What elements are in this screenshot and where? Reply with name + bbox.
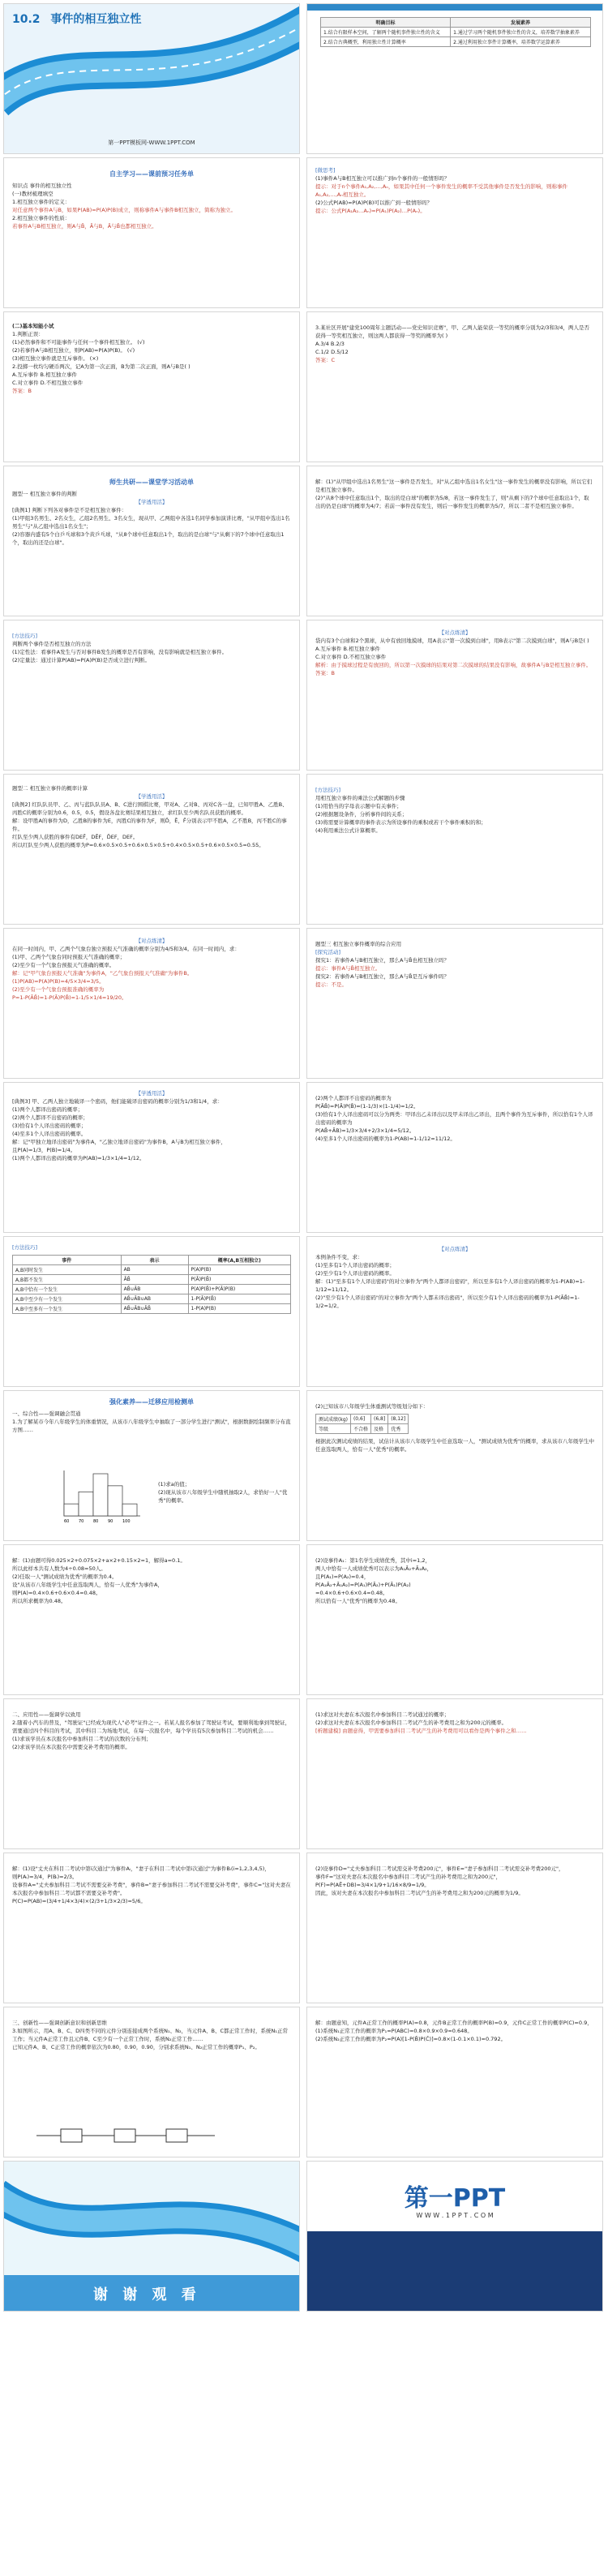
objectives-slide <box>306 3 603 154</box>
text-line: P(A₁Ā₂+Ā₁A₂)=P(A₁)P(Ā₂)+P(Ā₁)P(A₂) <box>315 1582 411 1588</box>
application-slide <box>3 1698 300 1849</box>
text-line: 事件F="这对夫妻在本次报名中参加科目二考试产生的补考费用之和为200元"， <box>315 1874 502 1880</box>
text-line: 设"从该市八年级学生中任意选取两人，恰有一人优秀"为事件A， <box>12 1582 163 1588</box>
text-line: P(AB̄+ĀB)=1/3×3/4+2/3×1/4=5/12。 <box>315 1127 415 1134</box>
text-line: (1)P(AB)=P(A)P(B)=4/5×3/4=3/5。 <box>12 978 105 985</box>
solution-chart-2-slide <box>306 1544 603 1695</box>
text-line: [析题建模] 由题意得，甲需要参加科目二考试产生的补考费用可以看作是两个事件之和…… <box>315 1728 527 1734</box>
table-header: 表示 <box>121 1256 188 1265</box>
text-line: 解：记"甲气象台预报天气准确"为事件A，"乙气象台预报天气准确"为事件B。 <box>12 970 193 977</box>
histogram-bar <box>79 1492 93 1516</box>
text-line: 题型二 相互独立事件的概率计算 <box>12 785 88 792</box>
table-cell: P(A)P(B) <box>188 1265 290 1275</box>
text-line: 1.为了解某市今年八年级学生的体重情况，从该市八年级学生中抽取了一部分学生进行"测试"，根据数据绘制频率分布直方图…… <box>12 1419 291 1433</box>
x-tick-label: 70 <box>79 1519 84 1524</box>
lesson-number: 10.2 <box>12 13 41 26</box>
text-line: (2)设事件A₁：第1名学生成绩优秀，其中i=1,2， <box>315 1557 430 1564</box>
text-line: 解：(1)"至多有1个人译出密码"的对立事件为"两个人都译出密码"，所以至多有1个人译出密码的概率为1-P(AB)=1-1/12=11/12。 <box>315 1278 585 1293</box>
table-row <box>13 1265 291 1275</box>
table-header: 事件 <box>13 1256 122 1265</box>
table-cell: 优秀 <box>388 1424 409 1434</box>
text-line: (1)两个人都译出密码的概率为P(AB)=1/3×1/4=1/12。 <box>12 1155 145 1161</box>
objectives-cell: 2.通过利用独立事件计算概率，培养数学运算素养 <box>451 37 591 47</box>
innovation-sol-slide <box>306 2007 603 2157</box>
section-heading: 师生共研——课堂学习活动单 <box>109 479 194 486</box>
slide-header-bar <box>307 4 602 11</box>
table-cell: AB̄∪ĀB <box>121 1285 188 1294</box>
text-line: (1)系统N₁正常工作的概率为P₁=P(ABC)=0.8×0.9×0.9=0.648。 <box>315 2028 473 2034</box>
objectives-col-1: 明确目标 <box>321 18 451 28</box>
text-line: 解析：由于摸球过程是有放回的，所以第一次摸球的结果对第二次摸球的结果没有影响，故事件A与B是相互独立事件。 <box>315 662 592 668</box>
text-line: 因此，该对夫妻在本次报名中参加科目二考试产生的补考费用之和为200元的概率为1/9。 <box>315 1890 524 1896</box>
section-heading: (二)基本知能小试 <box>12 323 54 329</box>
text-line: (3)恰有1个人译出密码可以分为两类：甲译出乙未译出以及甲未译出乙译出，且两个事件为互斥事件，所以恰有1个人译出密码的概率为 <box>315 1111 593 1126</box>
text-line: 则P(Aᵢ)=3/4，P(Bᵢ)=2/3。 <box>12 1874 78 1880</box>
section-heading: 【对点练清】 <box>135 938 168 944</box>
text-line: 已知元件A、B、C正常工作的概率依次为0.80，0.90，0.90，分别求系统N₁、N₂正常工作的概率P₁、P₂。 <box>12 2044 260 2050</box>
probability-table <box>12 1255 291 1314</box>
text-line: C.对立事件 D.不相互独立事件 <box>315 654 387 660</box>
section-heading: [方法技巧] <box>315 787 341 793</box>
text-line: 且P(A)=1/3，P(B)=1/4。 <box>12 1147 76 1153</box>
text-line: 一、综合性——强调融会贯通 <box>12 1410 81 1417</box>
text-line: [典例2] 红队队员甲、乙、丙与蓝队队员A、B、C进行围棋比赛，甲对A、乙对B、丙对C各一盘，已知甲胜A、乙胜B、丙胜C的概率分别为0.6，0.5，0.5，假设各盘比赛结果相互独立，求红队至少两名队员获胜的概率。 <box>12 801 288 816</box>
table-cell: P(Ā)P(B̄) <box>188 1275 290 1285</box>
table-cell: AB̄∪ĀB∪ĀB̄ <box>121 1304 188 1314</box>
text-line: (1)求这对夫妻在本次报名中参加科目二考试通过的概率； <box>315 1711 450 1718</box>
text-line: (2)已知该市八年级学生体重测试等级划分如下： <box>315 1403 429 1410</box>
table-row <box>13 1285 291 1294</box>
method-1-slide <box>3 620 300 771</box>
text-line: 提示：公式P(A₁A₂…Aₙ)=P(A₁)P(A₂)…P(Aₙ)。 <box>315 208 426 214</box>
example-3b-slide <box>306 1082 603 1233</box>
table-cell: 等级 <box>316 1424 351 1434</box>
table-row <box>13 1275 291 1285</box>
text-line: (2)至少有一个气象台预报天气准确的概率。 <box>12 962 115 968</box>
table-cell: 测试成绩(kg) <box>316 1415 351 1424</box>
text-line: 3.某社区开展"建党100周年主题活动——党史知识竞赛"，甲、乙两人能荣获一等奖的概率分别为2/3和3/4，两人是否获得一等奖相互独立，则这两人都获得一等奖的概率为( ) <box>315 324 590 339</box>
table-cell: (0,6] <box>350 1415 370 1424</box>
text-line: P(ĀB̄)=P(Ā)P(B̄)=(1-1/3)×(1-1/4)=1/2。 <box>315 1103 419 1110</box>
application-sol-slide <box>306 1698 603 1849</box>
application-sol-2-slide <box>3 1853 300 2003</box>
text-line: 在同一时间内，甲、乙两个气象台独立预报天气准确的概率分别为4/5和3/4。在同一时间内，求： <box>12 946 240 952</box>
text-line: C.对立事件 D.不相互独立事件 <box>12 380 83 386</box>
text-line: 两人中恰有一人成绩优秀可以表示为A₁Ā₂+Ā₁A₂， <box>315 1565 433 1572</box>
text-line: 知识点 事件的相互独立性 <box>12 182 72 189</box>
text-line: 判断两个事件是否相互独立的方法 <box>12 641 92 647</box>
table-cell: A,B中至少有一个发生 <box>13 1294 122 1304</box>
text-line: (2)求这对夫妻在本次报名中参加科目二考试产生的补考费用之和为200元的概率。 <box>315 1719 507 1726</box>
text-line: 用相互独立事件的乘法公式解题的步骤 <box>315 795 405 801</box>
x-tick-label: 100 <box>122 1519 131 1524</box>
text-line: C.1/2 D.5/12 <box>315 349 349 355</box>
text-line: (3)恰有1个人译出密码的概率； <box>12 1123 87 1129</box>
application-sol-3-slide <box>306 1853 603 2003</box>
histogram-bar <box>122 1504 137 1516</box>
text-line: (2)公式P(AB)=P(A)P(B)可以推广到一般情形吗？ <box>315 200 432 206</box>
text-line: 题型一 相互独立事件的判断 <box>12 491 78 497</box>
section-heading: 强化素养——迁移应用检测单 <box>109 1398 194 1406</box>
brand-logo: 第一PPT <box>404 2184 506 2213</box>
text-line: 所以此样本共有人数为4÷0.08=50人。 <box>12 1565 106 1572</box>
method-3-slide <box>3 1236 300 1387</box>
answer-line: 答案：B <box>12 388 32 394</box>
teacher-student-slide <box>3 466 300 616</box>
text-line: 2.随着小汽车的普及，"驾驶证"已经成为现代人"必考"证件之一。若某人报名参加了驾驶证考试，要顺利地拿到驾驶证，需要通过四个科目的考试，其中科目二为场地考试，在每一次报名中，每个学员有5次参加科目二考试的机会…… <box>12 1719 291 1734</box>
text-line: (2)系统N₂正常工作的概率为P₂=P(A)[1-P(B̄)P(C̄)]=0.8×(1-0.1×0.1)=0.792。 <box>315 2036 507 2042</box>
table-cell: P(A)P(B̄)+P(Ā)P(B) <box>188 1285 290 1294</box>
text-line: (1)至多有1个人译出密码的概率； <box>315 1262 395 1269</box>
text-line: (1)必然事件和不可能事件与任何一个事件相互独立。 (√) <box>12 339 145 346</box>
x-tick-label: 90 <box>108 1519 113 1524</box>
text-line: (1)定性法：看事件A发生与否对事件B发生的概率是否有影响，没有影响就是相互独立事件。 <box>12 649 228 655</box>
text-line: (2)定量法：通过计算P(AB)=P(A)P(B)是否成立进行判断。 <box>12 657 150 663</box>
section-heading: 【对点练清】 <box>439 629 471 636</box>
section-heading: 自主学习——课前预习任务单 <box>109 170 194 178</box>
text-line: (2)根据题设条件，分析事件间的关系； <box>315 811 408 818</box>
text-line: 所以恰有一人"优秀"的概率为0.48。 <box>315 1598 400 1604</box>
score-table <box>315 1414 409 1434</box>
type-3-slide <box>306 928 603 1079</box>
table-cell: 1-P(Ā)P(B̄) <box>188 1294 290 1304</box>
histogram-bar <box>108 1486 122 1516</box>
brand-url: W W W . 1 P P T . C O M <box>416 2212 494 2219</box>
text-line: 解：记"甲独立地译出密码"为事件A，"乙独立地译出密码"为事件B，A与B为相互独立事件， <box>12 1139 226 1145</box>
text-line: 二、应用性——强调学以致用 <box>12 1711 81 1718</box>
brand-footer <box>307 2231 602 2312</box>
table-cell: A,B都不发生 <box>13 1275 122 1285</box>
text-line: 1.判断正误： <box>12 331 44 337</box>
text-line: 探究1：若事件A与B相互独立，那么A与B̄也相互独立吗？ <box>315 957 449 964</box>
table-cell: A,B同时发生 <box>13 1265 122 1275</box>
text-line: (2)两个人都译不出密码的概率为 <box>315 1095 392 1101</box>
x-tick-label: 80 <box>93 1519 99 1524</box>
text-line: 【学透用活】 <box>135 793 168 800</box>
table-cell: 及格 <box>370 1424 387 1434</box>
table-header: 概率(A,B互相独立) <box>188 1256 290 1265</box>
table-cell: 不合格 <box>350 1424 370 1434</box>
practice-c-slide <box>306 1236 603 1387</box>
score-table-slide <box>306 1390 603 1541</box>
text-line: [典例3] 甲、乙两人独立地破译一个密码，他们能破译出密码的概率分别为1/3和1/4，求： <box>12 1098 223 1105</box>
objectives-table <box>320 17 591 47</box>
table-cell: AB <box>121 1265 188 1275</box>
text-line: 且P(A₁)=P(A₂)=0.4， <box>315 1574 370 1580</box>
text-line: 提示：对于n个事件A₁,A₂,…,Aₙ，如果其中任何一个事件发生的概率不受其他事件是否发生的影响，则称事件A₁,A₂,…,Aₙ相互独立。 <box>315 183 567 198</box>
table-cell: A,B中恰有一个发生 <box>13 1285 122 1294</box>
text-line: 本例条件不变，求： <box>315 1254 363 1260</box>
section-heading: [方法技巧] <box>12 633 38 639</box>
text-line: 解：(1)"从甲组中选出1名男生"这一事件是否发生，对"从乙组中选出1名女生"这一事件发生的概率没有影响，所以它们是相互独立事件。 <box>315 479 593 493</box>
section-heading: [方法技巧] <box>12 1244 38 1251</box>
method-2-slide <box>306 774 603 925</box>
solution-1-slide <box>306 466 603 616</box>
text-line: 题型三 相互独立事件概率的综合应用 <box>315 941 402 947</box>
text-line: (一)教材梳理填空 <box>12 191 54 197</box>
text-line: 所以所求概率为0.48。 <box>12 1598 66 1604</box>
text-line: (1)求该学员在本次报名中参加科目二考试的次数的分布列； <box>12 1736 152 1742</box>
section-heading: 【对点练清】 <box>439 1246 471 1252</box>
text-line: (2)设事件D="丈夫参加科目二考试需交补考费200元"，事件E="妻子参加科目二考试需交补考费200元"， <box>315 1865 564 1872</box>
text-line: A.互斥事件 B.相互独立事件 <box>12 371 77 378</box>
solution-chart-slide <box>3 1544 300 1695</box>
text-line: (2)容器内盛有5个白乒乓球和3个黄乒乓球，"从8个球中任意取出1个，取出的是白球"与"从剩下的7个球中任意取出1个，取出的还是白球"。 <box>12 531 285 546</box>
circuit-diagram <box>36 2119 215 2152</box>
text-line: 提示：不是。 <box>315 981 347 988</box>
table-cell: A,B中至多有一个发生 <box>13 1304 122 1314</box>
text-line: (2)"至少有1个人译出密码"的对立事件为"两个人都未译出密码"，所以至少有1个人译出密码的概率为1-P(ĀB̄)=1-1/2=1/2。 <box>315 1294 580 1309</box>
text-line: (4)至多1个人译出密码的概率。 <box>12 1131 87 1137</box>
text-line: 探究2：若事件A与B相互独立，那么A与B̄是互斥事件吗？ <box>315 973 449 980</box>
x-tick-label: 60 <box>64 1519 70 1524</box>
thanks-text: 谢 谢 观 看 <box>93 2286 201 2303</box>
objectives-cell: 1.结合有限样本空间，了解两个随机事件独立性的含义 <box>321 28 451 37</box>
self-study-slide <box>3 157 300 308</box>
thanks-slide <box>3 2161 300 2312</box>
text-line: A.互斥事件 B.相互独立事件 <box>315 646 380 652</box>
objectives-col-2: 发展素养 <box>451 18 591 28</box>
text-line: (2)现从该市八年级学生中随机抽取2人，求恰好一人"优秀"的概率。 <box>158 1489 288 1504</box>
text-line: (1)甲组3名男生、2名女生，乙组2名男生、3名女生，现从甲、乙两组中各选1名同学参加演讲比赛，"从甲组中选出1名男生"与"从乙组中选出1名女生"； <box>12 515 290 530</box>
example-3-slide <box>3 1082 300 1233</box>
text-line: 2.相互独立事件的性质： <box>12 215 71 221</box>
histogram-bar <box>93 1474 108 1516</box>
text-line: 三、创新性——强调创新意识和创新思维 <box>12 2020 107 2026</box>
text-line: (1)求a的值； <box>158 1481 191 1488</box>
type-2-slide <box>3 774 300 925</box>
text-line: P(C)=P(AB)=(3/4+1/4×3/4)×(2/3+1/3×2/3)=5/6。 <box>12 1898 146 1904</box>
text-line: P(F)=P(AĒ+DB)=3/4×1/9+1/16×8/9=1/9。 <box>315 1882 430 1888</box>
text-line: [典例1] 判断下列各对事件是不是相互独立事件： <box>12 507 127 513</box>
text-line: 解：(1)由题可得0.025×2+0.075×2+a×2+0.15×2=1，解得a=0.1。 <box>12 1557 186 1564</box>
thinking-slide <box>306 157 603 308</box>
strengthen-slide <box>3 1390 300 1541</box>
text-line: A.3/4 B.2/3 <box>315 341 345 347</box>
objectives-cell: 1.通过学习两个随机事件独立性的含义，培养数学抽象素养 <box>451 28 591 37</box>
text-line: =0.4×0.6+0.6×0.4=0.48。 <box>315 1590 388 1596</box>
text-line: 解：设甲胜A的事件为D，乙胜B的事件为E，丙胜C的事件为F，则D̄，Ē，F̄分别表示甲不胜A，乙不胜B，丙不胜C的事件。 <box>12 818 287 832</box>
answer-line: 答案：C <box>315 357 336 363</box>
cover-slide <box>3 3 300 154</box>
table-cell: (6,8] <box>370 1415 387 1424</box>
text-line: (2)至少有一个气象台预报准确的概率为 <box>12 986 105 993</box>
text-line: (2)两个人都译不出密码的概率； <box>12 1114 88 1121</box>
text-line: (4)至多1个人译出密码的概率为1-P(AB)=1-1/12=11/12。 <box>315 1136 456 1142</box>
text-line: (4)利用乘法公式计算概率。 <box>315 827 381 834</box>
table-row <box>13 1304 291 1314</box>
text-line: 对任意两个事件A与B，如果P(AB)=P(A)P(B)成立，则称事件A与事件B相互独立，简称为独立。 <box>12 207 237 213</box>
section-heading: [微思考] <box>315 167 336 174</box>
text-line: 根据此次测试成绩的结果，试估计从该市八年级学生中任意选取一人，"测试成绩为优秀"的概率，求从该市八年级学生中任意选取两人，恰有一人"优秀"的概率。 <box>315 1438 594 1453</box>
innovation-slide <box>3 2007 300 2157</box>
text-line: (1)两个人都译出密码的概率； <box>12 1106 83 1113</box>
site-watermark: 第一PPT模板网-WWW.1PPT.COM <box>108 140 195 146</box>
text-line: [探究活动] <box>315 949 341 955</box>
brand-slide <box>306 2161 603 2312</box>
objectives-cell: 2.结合古典概型，利用独立性计算概率 <box>321 37 451 47</box>
text-line: 【学透用活】 <box>135 499 168 505</box>
text-line: 2.投掷一枚均匀硬币两次，记A为第一次正面，B为第二次正面，则A与B是( ) <box>12 363 191 370</box>
text-line: 若事件A与B相互独立，则A与B̄，Ā与B，Ā与B̄也都相互独立。 <box>12 223 157 230</box>
table-cell: 1-P(A)P(B) <box>188 1304 290 1314</box>
text-line: (3)相互独立事件就是互斥事件。 (×) <box>12 355 99 362</box>
text-line: 1.相互独立事件的定义： <box>12 199 71 205</box>
text-line: 提示：事件A与B̄相互独立。 <box>315 965 381 972</box>
text-line: 则P(A)=0.4×0.6+0.6×0.4=0.48。 <box>12 1590 101 1596</box>
text-line: (1)事件A与B相互独立可以推广到n个事件的一般情形吗？ <box>315 175 450 182</box>
text-line: (1)用恰当的字母表示题中有关事件； <box>315 803 402 809</box>
histogram-bar <box>64 1504 79 1516</box>
text-line: P=1-P(ĀB̄)=1-P(Ā)P(B̄)=1-1/5×1/4=19/20。 <box>12 994 127 1001</box>
basic-check-slide <box>3 311 300 462</box>
text-line: (2)求该学员在本次报名中需要交补考费用的概率。 <box>12 1744 131 1750</box>
text-line: 设事件A="丈夫参加科目二考试不需要交补考费"，事件B="妻子参加科目二考试不需要交补考费"，事件C="这对夫妻在本次报名中参加科目二考试都不需要交补考费"。 <box>12 1882 291 1896</box>
text-line: 红队至少两人获胜的事件有DEF̄，DĒF，D̄EF，DEF。 <box>12 834 139 840</box>
text-line: 【学透用活】 <box>135 1090 168 1097</box>
table-cell: ĀB̄ <box>121 1275 188 1285</box>
text-line: 袋内有3个白球和2个黑球，从中有放回地摸球，用A表示"第一次摸到白球"，用B表示"第二次摸到白球"，则A与B是( ) <box>315 638 589 644</box>
text-line: 解：(1)设"丈夫在科目二考试中第i次通过"为事件Aᵢ，"妻子在科目二考试中第i次通过"为事件Bᵢ(i=1,2,3,4,5)， <box>12 1865 270 1872</box>
text-line: 所以红队至少两人获胜的概率为P=0.6×0.5×0.5+0.6×0.5×0.5+0.4×0.5×0.5+0.6×0.5×0.5=0.55。 <box>12 842 264 848</box>
practice-b-slide <box>3 928 300 1079</box>
text-line: (2)至少有1个人译出密码的概率。 <box>315 1270 395 1277</box>
text-line: (1)甲、乙两个气象台同时预报天气准确的概率； <box>12 954 126 960</box>
practice-a-slide <box>306 620 603 771</box>
table-row <box>13 1294 291 1304</box>
histogram-chart <box>53 1467 142 1524</box>
lesson-title: 事件的相互独立性 <box>50 13 142 26</box>
text-line: 解：由题意知，元件A正常工作的概率P(A)=0.8，元件B正常工作的概率P(B)=0.9，元件C正常工作的概率P(C)=0.9， <box>315 2020 593 2026</box>
text-line: (2)任取一人"测试成绩为优秀"的概率为0.4。 <box>12 1574 118 1580</box>
table-cell: (8,12] <box>388 1415 409 1424</box>
text-line: (2)若事件A与B相互独立，则P(AB)=P(A)P(B)。 (√) <box>12 347 135 354</box>
practice-3-slide <box>306 311 603 462</box>
table-cell: AB̄∪ĀB∪AB <box>121 1294 188 1304</box>
text-line: (3)将需要计算概率的事件表示为所设事件的乘积或若干个事件乘积的和； <box>315 819 486 826</box>
text-line: (2)"从8个球中任意取出1个，取出的是白球"的概率为5/8，若这一事件发生了，则"从剩下的7个球中任意取出1个，取出的仍是白球"的概率为4/7；若前一事件没有发生，则后一事件发生的概率为5/7，所以二者不是相互独立事件。 <box>315 495 589 509</box>
answer-line: 答案：B <box>315 670 335 676</box>
text-line: 3.如图所示，用A、B、C、D四类不同的元件分别连接成两个系统N₁、N₂，当元件A、B、C都正常工作时，系统N₁正常工作；当元件A正常工作且元件B、C至少有一个正常工作时，系统N₂正常工作…… <box>12 2028 288 2042</box>
